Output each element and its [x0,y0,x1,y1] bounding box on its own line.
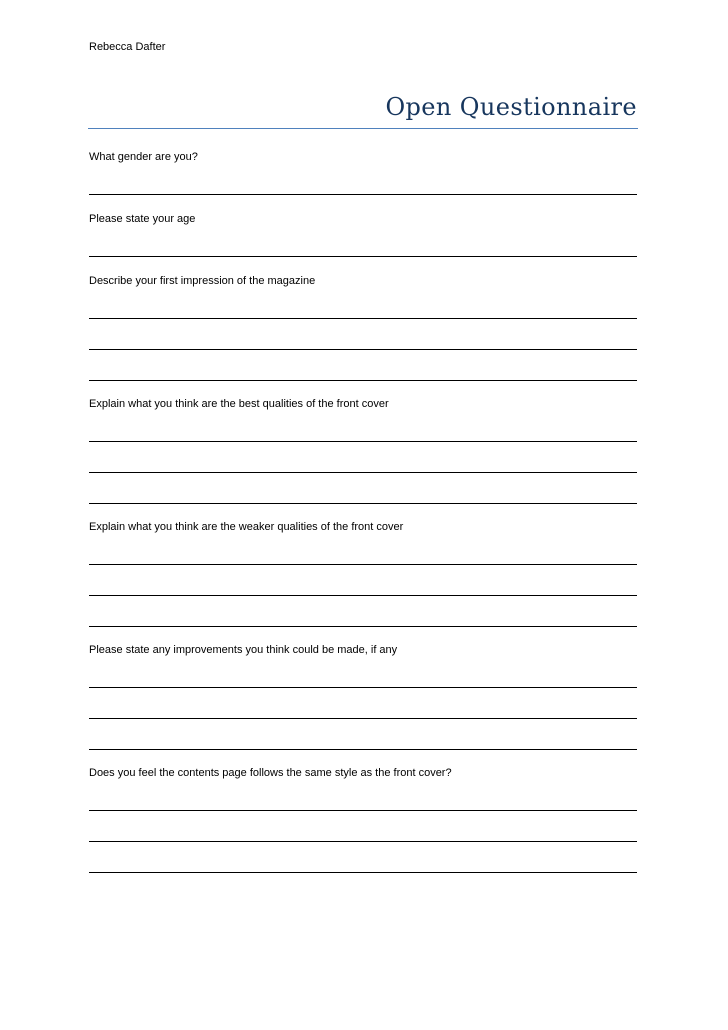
answer-line[interactable] [89,441,637,442]
answer-line[interactable] [89,380,637,381]
answer-line[interactable] [89,564,637,565]
question-block [89,519,637,640]
question-label: Explain what you think are the weaker qualities of the front cover [89,521,404,533]
question-list [89,149,637,886]
question-block [89,396,637,517]
answer-line[interactable] [89,718,637,719]
question-block [89,211,637,270]
answer-line[interactable] [89,810,637,811]
question-label: Describe your first impression of the magazine [89,275,316,287]
title-underline [88,128,638,129]
question-label: Please state any improvements you think could be made, if any [89,644,398,656]
answer-line[interactable] [89,626,637,627]
answer-line[interactable] [89,349,637,350]
question-block [89,273,637,394]
author-name: Rebecca Dafter [89,41,166,53]
question-block [89,765,637,886]
answer-line[interactable] [89,749,637,750]
question-block [89,642,637,763]
page-title: Open Questionnaire [385,93,637,121]
answer-line[interactable] [89,595,637,596]
question-label: What gender are you? [89,151,198,163]
answer-line[interactable] [89,872,637,873]
question-label: Please state your age [89,213,196,225]
answer-line[interactable] [89,472,637,473]
answer-line[interactable] [89,841,637,842]
answer-line[interactable] [89,256,637,257]
question-block [89,149,637,208]
answer-line[interactable] [89,687,637,688]
question-label: Explain what you think are the best qualities of the front cover [89,398,389,410]
question-label: Does you feel the contents page follows the same style as the front cover? [89,767,452,779]
answer-line[interactable] [89,503,637,504]
answer-line[interactable] [89,318,637,319]
answer-line[interactable] [89,194,637,195]
